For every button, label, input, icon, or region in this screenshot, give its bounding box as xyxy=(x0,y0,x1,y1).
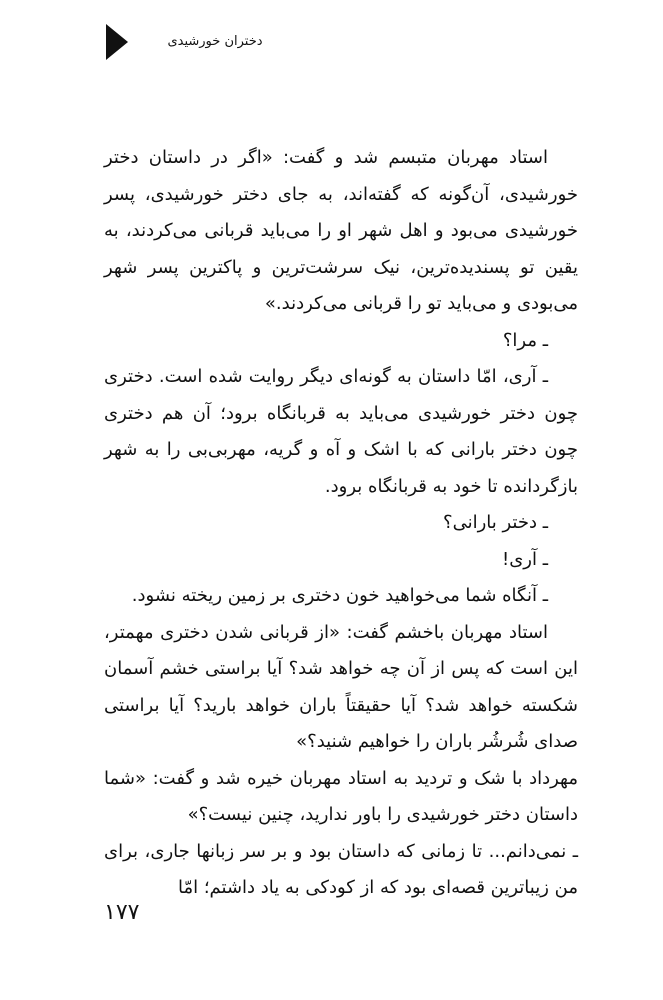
running-header-title: دختران خورشیدی xyxy=(167,34,263,49)
paragraph: ـ دختر بارانی؟ xyxy=(443,512,548,533)
page-number: ۱۷۷ xyxy=(104,900,140,925)
body-text xyxy=(104,140,578,907)
paragraph: ـ آنگاه شما می‌خواهید خون دختری بر زمین ریخته نشود. xyxy=(131,585,548,606)
paragraph: ـ مرا؟ xyxy=(502,329,548,351)
paragraph: استاد مهربان باخشم گفت: «از قربانی شدن دختری مهمتر، این است که پس از آن چه خواهد شد؟ آیا براستی خشم آسمان شکسته خواهد شد؟ آیا حقیقتاً باران خواهد بارید؟ آیا براستی صدای شُرشُر باران را خواهیم شنید؟» xyxy=(104,621,578,752)
paragraph: مهرداد با شک و تردید به استاد مهربان خیره شد و گفت: «شما داستان دختر خورشیدی را باور ندارید، چنین نیست؟» xyxy=(104,767,578,825)
paragraph: استاد مهربان متبسم شد و گفت: «اگر در داستان دختر خورشیدی، آن‌گونه که گفته‌اند، به جای دختر خورشیدی، پسر خورشیدی می‌بود و اهل شهر او را می‌باید قربانی می‌کردند، به یقین تو پسندیده‌ترین، نیک سرشت‌ترین و پاکترین پسر شهر می‌بودی و می‌باید تو را قربانی می‌کردند.» xyxy=(104,147,578,314)
header-triangle-icon xyxy=(106,24,128,60)
paragraph: ـ آری، امّا داستان به گونه‌ای دیگر روایت شده است. دختری چون دختر خورشیدی می‌باید به قربانگاه برود؛ آن هم دختری چون دختر بارانی که با اشک و آه و گریه، مهربی‌بی را به شهر بازگردانده تا خود به قربانگاه برود. xyxy=(104,366,578,497)
paragraph: ـ آری! xyxy=(502,548,548,570)
paragraph: ـ نمی‌دانم... تا زمانی که داستان بود و بر سر زبانها جاری، برای من زیباترین قصه‌ای بود که از کودکی به یاد داشتم؛ امّا xyxy=(104,840,578,898)
